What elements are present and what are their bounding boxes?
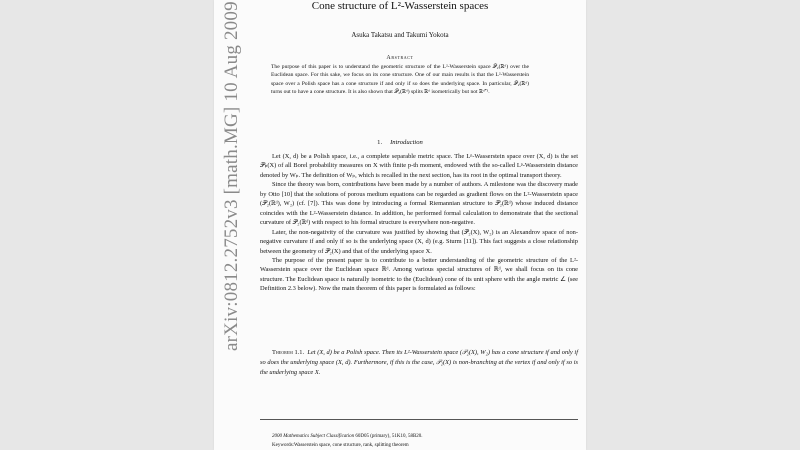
msc-line	[272, 432, 582, 441]
section-number: 1.	[377, 139, 383, 146]
paper-title: Cone structure of L²-Wasserstein spaces	[311, 0, 489, 12]
paragraph: Later, the non-negativity of the curvature was justified by showing that (𝒫₂(X), W₂) is an Alexandrov space of non-negative curvature if and only if so is the underlying space (X, d) (e.g. Sturm [11]). This fact suggests a close relationship between the geometry of 𝒫₂(X) and that of the underlying space X.	[260, 228, 578, 255]
paper-page	[214, 0, 586, 450]
abstract-heading: Abstract	[386, 55, 414, 61]
introduction-body	[260, 152, 578, 294]
theorem-label: Theorem 1.1.	[272, 349, 305, 356]
paragraph: Since the theory was born, contributions have been made by a number of authors. A milestone was the discovery made by Otto [10] that the solutions of porous medium equations can be regarded as gradient flows on the L²-Wasserstein space (𝒫₂(ℝᵈ), W₂) (cf. [7]). This was done by introducing a formal Riemannian structure to 𝒫₂(ℝᵈ) whose induced distance coincides with the L²-Wasserstein distance. In addition, he performed formal calculation to demonstrate that the sectional curvature of 𝒫₂(ℝᵈ) with respect to his formal structure is everywhere non-negative.	[260, 181, 578, 227]
abstract-text: The purpose of this paper is to understand the geometric structure of the L²-Wasserstein space 𝒫₂(ℝᵈ) over the Euclidean space. For this sake, we focus on its cone structure. One of our main results is that the L²-Wasserstein space over a Polish space has a cone structure if and only if so does the underlying space. In particular, 𝒫₂(ℝᵈ) turns out to have a cone structure. It is also shown that 𝒫₂(ℝᵈ) splits ℝᵈ isometrically but not ℝᵈ⁺¹.	[271, 64, 529, 95]
paragraph: The purpose of the present paper is to contribute to a better understanding of the geometric structure of the L²-Wasserstein space over the Euclidean space ℝᵈ. Among various special structures of ℝᵈ, we shall focus on its cone structure. The Euclidean space is naturally isometric to the (Euclidean) cone of its unit sphere with the angle metric ∠ (see Definition 2.3 below). Now the main theorem of this paper is formulated as follows:	[260, 256, 578, 293]
paper-authors: Asuka Takatsu and Takumi Yokota	[351, 31, 449, 39]
footnote-rule	[260, 419, 578, 420]
arxiv-stamp: arXiv:0812.2752v3 [math.MG] 10 Aug 2009	[221, 1, 242, 351]
keywords-line: Keywords:Wasserstein space, cone structure, rank, splitting theorem	[272, 443, 409, 448]
section-title: Introduction	[390, 139, 423, 146]
theorem-block	[260, 348, 578, 378]
msc-codes: 60D05 (primary), 51K10, 58B20.	[355, 434, 423, 439]
section-heading	[214, 139, 586, 146]
msc-label: 2000 Mathematics Subject Classification	[272, 434, 355, 439]
theorem-text: Let (X, d) be a Polish space. Then its L²-Wasserstein space (𝒫₂(X), W₂) has a cone structure if and only if so does the underlying space (X, d). Furthermore, if this is the case, 𝒫₂(X) is non-branching at the vertex if and only if so is the underlying space X.	[260, 349, 578, 376]
footnotes	[272, 432, 582, 450]
paragraph: Let (X, d) be a Polish space, i.e., a complete separable metric space. The Lᵖ-Wasserstein space over (X, d) is the set 𝒫ₚ(X) of all Borel probability measures on X with finite p-th moment, endowed with the so-called Lᵖ-Wasserstein distance denoted by Wₚ. The definition of Wₚ, which is recalled in the next section, has its root in the optimal transport theory.	[260, 153, 578, 179]
